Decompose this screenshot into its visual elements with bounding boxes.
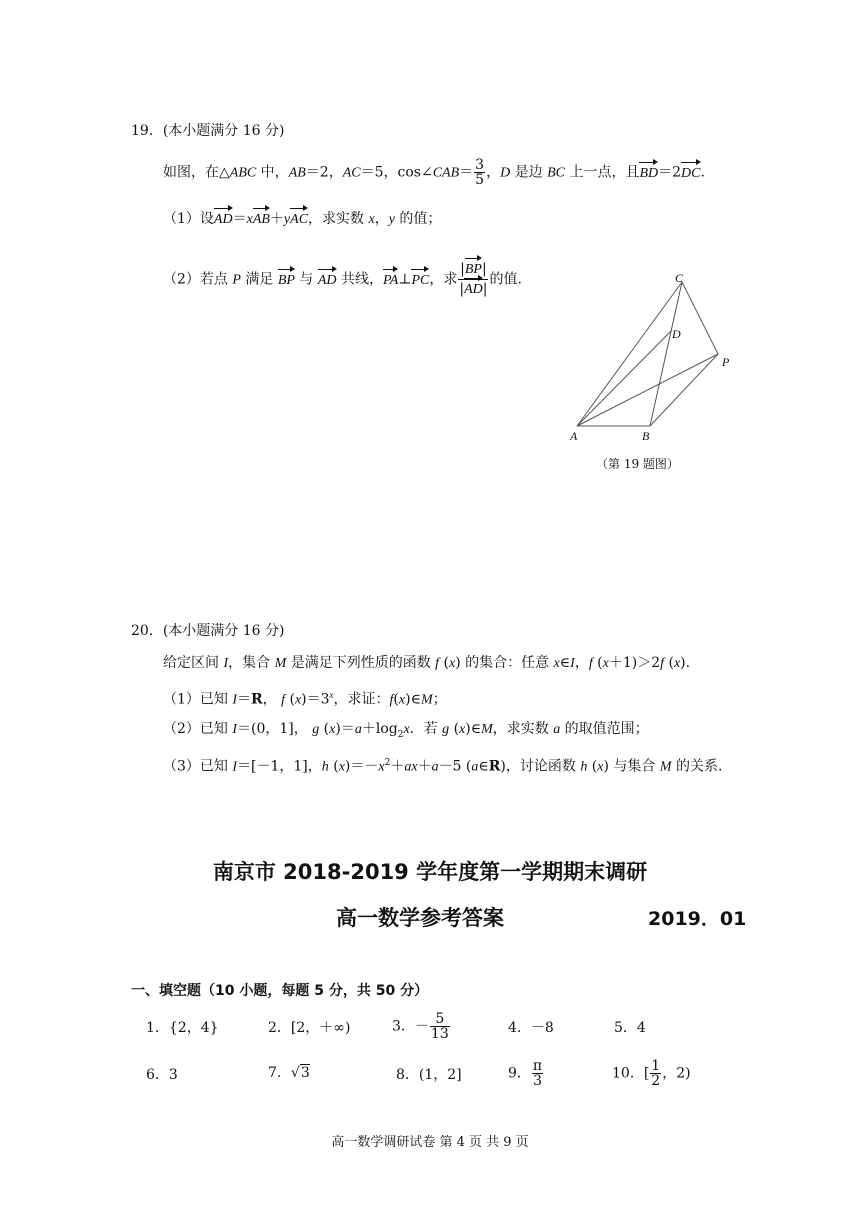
vector-bp: BP: [277, 272, 295, 288]
q20-part1: （1）已知 I＝R， f $(x)=3^x$，求证：f(x)∈M；: [163, 690, 447, 708]
label-d: D: [672, 327, 681, 341]
segment-bp: [650, 354, 718, 426]
answer-7: 7．√3: [268, 1065, 310, 1081]
page-footer: 高一数学调研试卷 第 4 页 共 9 页: [331, 1135, 529, 1150]
q20-part3: （3）已知 I＝[－1，1]，h $(x)=-x^2+ax+a-5$ (a∈R)，讨论函数 h (x) 与集合 M 的关系.: [163, 758, 723, 775]
answer-1: 1．{2，4}: [146, 1020, 219, 1036]
q19-part1: （1）设AD＝xAB＋yAC，求实数 x，y 的值；: [163, 211, 442, 227]
answer-10: 10．[ $\frac{1}{2}$ ，2): [612, 1058, 691, 1089]
q19-stem: 如图，在△ABC 中，AB＝2，AC＝5，cos∠CAB＝ $\frac{3}{5}$ ，D 是边 BC 上一点，且BD＝2DC.: [163, 157, 705, 188]
answers-subtitle: 高一数学参考答案: [336, 906, 504, 930]
vector-ad-2: AD: [317, 272, 337, 288]
triangle-figure: [560, 268, 740, 448]
segment-ap: [577, 354, 718, 426]
vector-dc: DC: [681, 165, 701, 181]
section-fill-in-blank: 一、填空题（10 小题，每题 5 分，共 50 分）: [131, 983, 429, 999]
vector-pc: PC: [411, 272, 430, 288]
vector-ac: AC: [290, 212, 309, 227]
vector-pa: PA: [382, 272, 399, 288]
answers-date: 2019．01: [648, 908, 747, 930]
segment-ad: [577, 330, 672, 426]
fraction-three-fifths: $\frac{3}{5}$: [475, 157, 485, 188]
answer-5: 5．4: [614, 1020, 646, 1036]
answer-6: 6．3: [146, 1067, 178, 1083]
q19-part2: （2）若点 P 满足 BP 与 AD 共线，PA⊥PC，求 $\frac{|BP|}{|AD|}$ 的值.: [163, 261, 522, 297]
segment-cp: [682, 282, 718, 354]
q20-header: 20．(本小题满分 16 分): [131, 623, 285, 639]
label-c: C: [675, 271, 684, 285]
answer-4: 4．－8: [508, 1020, 554, 1036]
answer-8: 8．(1，2]: [396, 1067, 462, 1083]
q20-part2: （2）已知 I＝(0，1]， g $(x)=a+\log_2x$．若 g (x)∈M，求实数 a 的取值范围；: [163, 721, 649, 740]
answers-title: 南京市 2018-2019 学年度第一学期期末调研: [212, 860, 648, 884]
answer-9: 9． $\frac{\pi}{3}$: [508, 1058, 543, 1089]
answer-3: 3．－ $\frac{5}{13}$: [392, 1011, 449, 1042]
answer-2: 2．[2，＋∞): [268, 1020, 351, 1036]
vector-bd: BD: [639, 165, 659, 181]
q19-header: 19．(本小题满分 16 分): [131, 123, 285, 139]
vector-ad: AD: [213, 212, 233, 227]
vector-ab: AB: [252, 212, 270, 227]
q20-stem: 给定区间 I，集合 M 是满足下列性质的函数 f (x) 的集合：任意 x∈I，f (x＋1)＞2f (x).: [163, 655, 691, 671]
figure-caption: （第 19 题图）: [596, 457, 679, 471]
label-p: P: [722, 355, 730, 369]
fraction-bp-over-ad: $\frac{|BP|}{|AD|}$: [459, 261, 488, 297]
label-b: B: [642, 429, 650, 443]
label-a: A: [570, 429, 578, 443]
